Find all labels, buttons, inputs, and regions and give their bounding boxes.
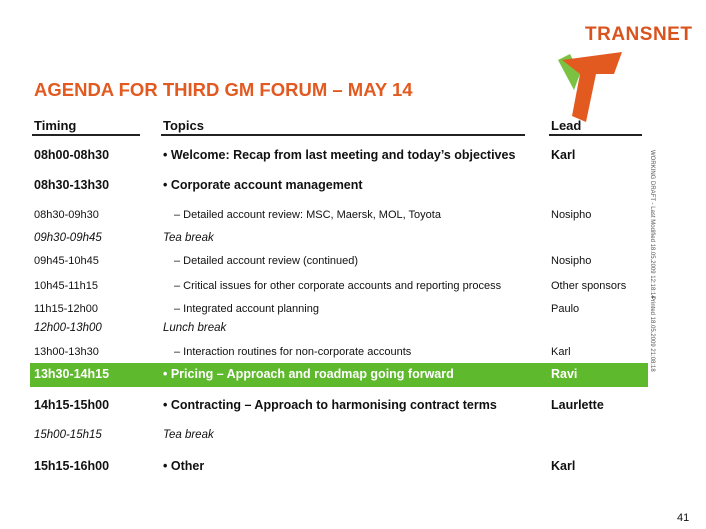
row-time: 13h30-14h15: [34, 367, 110, 381]
agenda-row: [0, 457, 706, 477]
agenda-row: [0, 343, 706, 363]
header-rule-topics: [161, 134, 525, 136]
row-topic: • Contracting – Approach to harmonising contract terms: [163, 398, 497, 412]
row-topic: – Critical issues for other corporate accounts and reporting process: [174, 280, 502, 292]
row-lead: Karl: [551, 346, 571, 358]
row-time: 15h15-16h00: [34, 459, 110, 473]
row-topic: • Corporate account management: [163, 178, 363, 192]
agenda-row-break: [0, 230, 706, 250]
row-lead: Laurlette: [551, 398, 604, 412]
row-topic: Lunch break: [163, 322, 227, 334]
row-time: 11h15-12h00: [34, 303, 99, 315]
row-time: 08h00-08h30: [34, 148, 110, 162]
agenda-row: [0, 176, 706, 196]
header-timing: Timing: [34, 118, 77, 133]
row-time: 14h15-15h00: [34, 398, 110, 412]
page-title: AGENDA FOR THIRD GM FORUM – MAY 14: [34, 79, 413, 100]
row-topic: • Other: [163, 459, 205, 473]
row-lead: Nosipho: [551, 255, 592, 267]
row-topic: • Welcome: Recap from last meeting and today’s objectives: [163, 148, 516, 162]
row-lead: Nosipho: [551, 209, 592, 221]
row-topic: – Detailed account review: MSC, Maersk, MOL, Toyota: [174, 209, 441, 221]
agenda-row-break: [0, 320, 706, 340]
row-lead: Paulo: [551, 303, 580, 315]
agenda-row-highlighted: [30, 363, 648, 387]
row-time: 09h30-09h45: [34, 232, 102, 244]
agenda-row-break: [0, 427, 706, 447]
side-note-modified: WORKING DRAFT - Last Modified 18.05.2009 12:18:14: [649, 150, 655, 299]
agenda-row: [0, 206, 706, 226]
row-lead: Karl: [551, 148, 576, 162]
row-lead: Ravi: [551, 367, 578, 381]
agenda-row: [0, 300, 706, 320]
row-time: 08h30-09h30: [34, 209, 99, 221]
side-note-printed: Printed 18.05.2009 21:08:18: [649, 296, 655, 372]
agenda-row: [0, 396, 706, 416]
row-topic: – Detailed account review (continued): [174, 255, 359, 267]
agenda-row: [0, 252, 706, 272]
header-rule-timing: [32, 134, 140, 136]
row-topic: – Integrated account planning: [174, 303, 319, 315]
row-time: 08h30-13h30: [34, 178, 110, 192]
header-rule-lead: [549, 134, 642, 136]
page-number: 41: [677, 512, 690, 524]
transnet-logo-icon: [556, 44, 626, 124]
agenda-row: [0, 277, 706, 297]
row-time: 10h45-11h15: [34, 280, 99, 292]
company-logo-text: TRANSNET: [585, 24, 693, 45]
row-time: 15h00-15h15: [34, 429, 102, 441]
row-topic: • Pricing – Approach and roadmap going forward: [163, 367, 454, 381]
row-time: 09h45-10h45: [34, 255, 99, 267]
row-topic: – Interaction routines for non-corporate accounts: [174, 346, 412, 358]
row-time: 12h00-13h00: [34, 322, 102, 334]
header-topics: Topics: [163, 118, 204, 133]
row-topic: Tea break: [163, 429, 214, 441]
header-lead: Lead: [551, 118, 582, 133]
row-time: 13h00-13h30: [34, 346, 99, 358]
row-topic: Tea break: [163, 232, 214, 244]
row-lead: Other sponsors: [551, 280, 627, 292]
agenda-row: [0, 146, 706, 166]
row-lead: Karl: [551, 459, 576, 473]
